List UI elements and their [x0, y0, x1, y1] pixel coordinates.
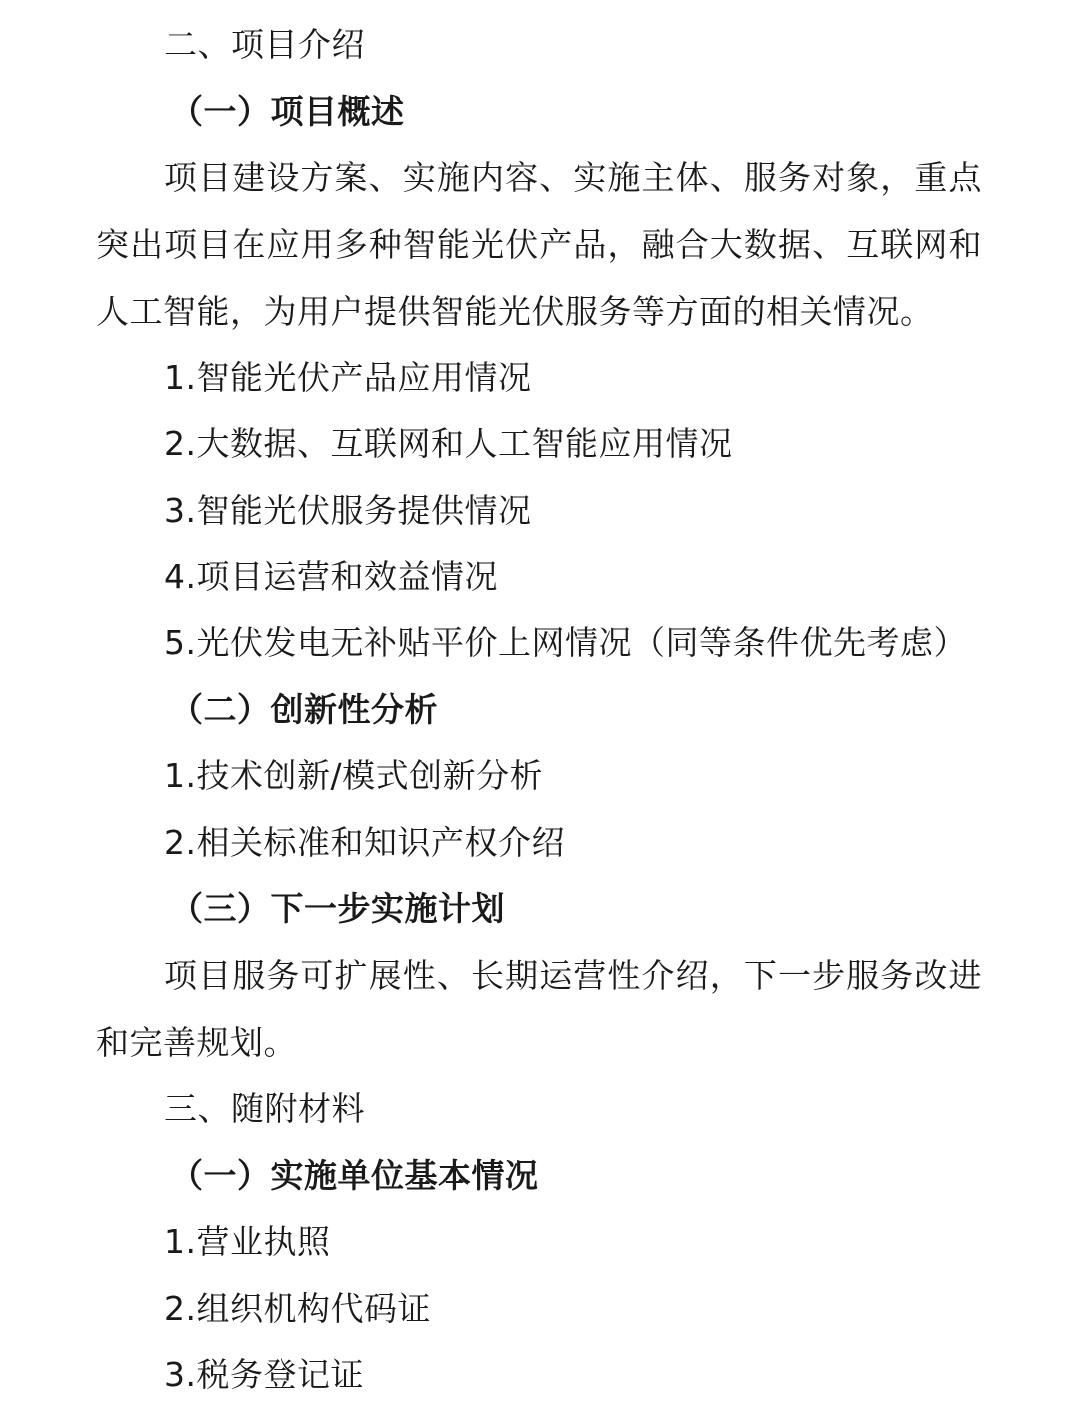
unit-info-list-item: 2.组织机构代码证: [164, 1289, 431, 1328]
overview-paragraph-line-3: 人工智能，为用户提供智能光伏服务等方面的相关情况。: [96, 292, 934, 331]
overview-list-item: 2.大数据、互联网和人工智能应用情况: [164, 424, 733, 463]
unit-info-list-item: 1.营业执照: [164, 1222, 331, 1261]
next-steps-paragraph-line-1: 项目服务可扩展性、长期运营性介绍，下一步服务改进: [164, 956, 982, 995]
subsection-heading-innovation: （二）创新性分析: [170, 690, 438, 729]
overview-list-item: 3.智能光伏服务提供情况: [164, 491, 532, 530]
innovation-list-item: 1.技术创新/模式创新分析: [164, 756, 544, 795]
unit-info-list-item: 3.税务登记证: [164, 1355, 364, 1394]
overview-list-item: 1.智能光伏产品应用情况: [164, 358, 532, 397]
subsection-heading-next-steps: （三）下一步实施计划: [170, 889, 505, 928]
subsection-heading-unit-info: （一）实施单位基本情况: [170, 1156, 539, 1195]
section-heading-attachments: 三、随附材料: [164, 1089, 365, 1128]
overview-list-item: 4.项目运营和效益情况: [164, 557, 498, 596]
overview-paragraph-line-2: 突出项目在应用多种智能光伏产品，融合大数据、互联网和: [96, 225, 982, 264]
overview-paragraph-line-1: 项目建设方案、实施内容、实施主体、服务对象，重点: [164, 158, 982, 197]
section-heading-project-intro: 二、项目介绍: [164, 25, 365, 64]
innovation-list-item: 2.相关标准和知识产权介绍: [164, 823, 565, 862]
subsection-heading-overview: （一）项目概述: [170, 92, 405, 131]
overview-list-item: 5.光伏发电无补贴平价上网情况（同等条件优先考虑）: [164, 623, 967, 662]
next-steps-paragraph-line-2: 和完善规划。: [96, 1023, 297, 1062]
